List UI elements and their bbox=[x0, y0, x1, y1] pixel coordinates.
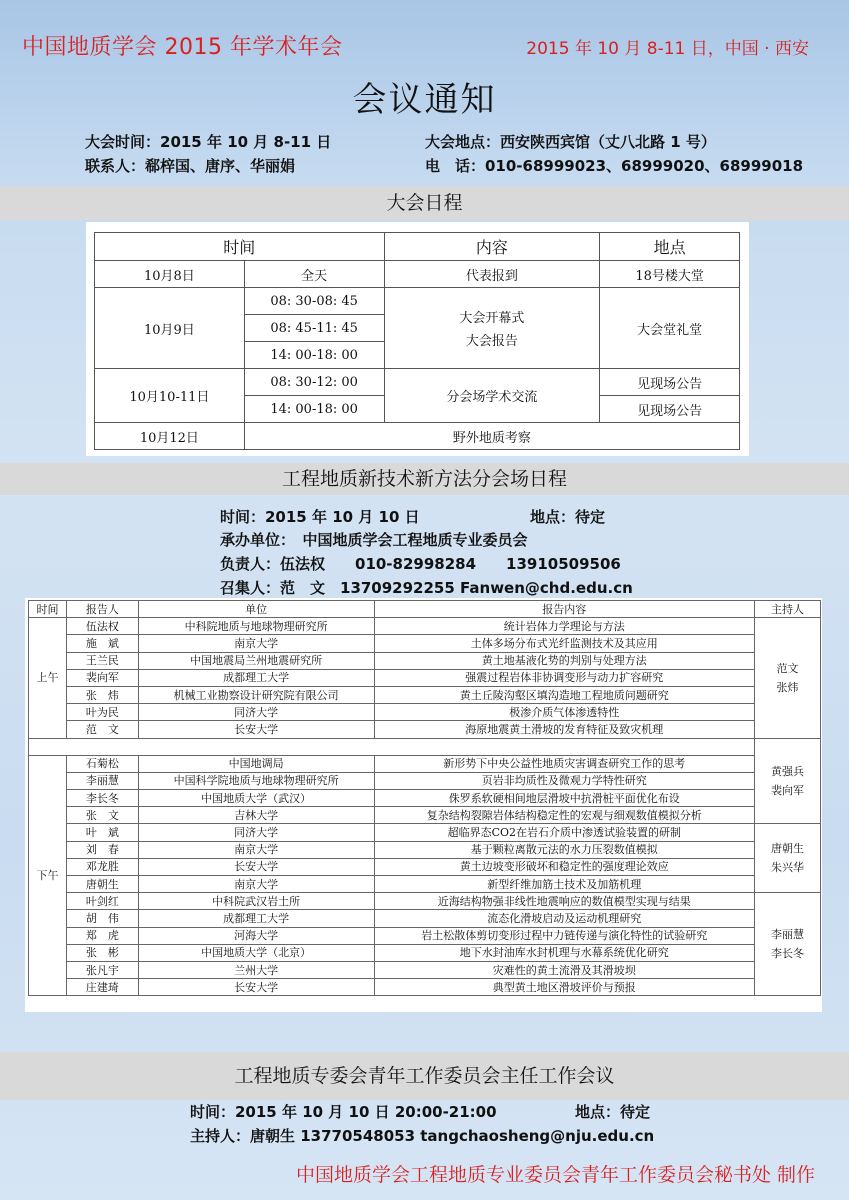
topic-cell: 灾难性的黄土流滑及其滑坡坝 bbox=[374, 961, 755, 978]
host-cell bbox=[755, 824, 821, 893]
affiliation-cell: 成都理工大学 bbox=[138, 669, 374, 686]
date-cell: 10月9日 bbox=[95, 288, 245, 369]
table-row bbox=[95, 261, 740, 288]
table-row bbox=[29, 807, 821, 824]
affiliation-cell: 长安大学 bbox=[138, 858, 374, 875]
topic-cell: 侏罗系软硬相间地层滑坡中抗滑桩平面优化布设 bbox=[374, 790, 755, 807]
date-cell: 10月10-11日 bbox=[95, 369, 245, 423]
host-name: 李丽慧 bbox=[771, 928, 805, 942]
table-row bbox=[29, 618, 821, 635]
col-speaker: 报告人 bbox=[66, 601, 138, 618]
session-time: 时间：2015 年 10 月 10 日 bbox=[220, 508, 420, 526]
session-convener: 召集人：范 文 13709292255 Fanwen@chd.edu.cn bbox=[220, 579, 633, 597]
affiliation-cell: 长安大学 bbox=[138, 721, 374, 738]
speaker-cell: 胡 伟 bbox=[66, 910, 138, 927]
time-cell: 08: 30-12: 00 bbox=[244, 369, 384, 396]
speaker-cell: 伍法权 bbox=[66, 618, 138, 635]
speaker-cell: 施 斌 bbox=[66, 635, 138, 652]
talk-header-row bbox=[29, 601, 821, 618]
session-title: 工程地质新技术新方法分会场日程 bbox=[281, 468, 567, 490]
talk-table bbox=[28, 600, 821, 996]
topic-cell: 新形势下中央公益性地质灾害调查研究工作的思考 bbox=[374, 755, 755, 772]
affiliation-cell: 中国地质大学（武汉） bbox=[138, 790, 374, 807]
affiliation-cell: 机械工业勘察设计研究院有限公司 bbox=[138, 686, 374, 703]
topic-cell: 黄土边坡变形破坏和稳定性的强度理论效应 bbox=[374, 858, 755, 875]
host-name: 朱兴华 bbox=[771, 861, 805, 875]
table-row bbox=[29, 686, 821, 703]
speaker-cell: 张 彬 bbox=[66, 944, 138, 961]
affiliation-cell: 中国地调局 bbox=[138, 755, 374, 772]
speaker-cell: 范 文 bbox=[66, 721, 138, 738]
talk-body bbox=[29, 618, 821, 996]
session-responsible: 负责人：伍法权 010-82998284 13910509506 bbox=[220, 555, 621, 573]
topic-cell: 强震过程岩体非协调变形与动力扩容研究 bbox=[374, 669, 755, 686]
speaker-cell: 叶剑红 bbox=[66, 893, 138, 910]
affiliation-cell: 同济大学 bbox=[138, 704, 374, 721]
speaker-cell: 叶为民 bbox=[66, 704, 138, 721]
schedule-table bbox=[94, 232, 740, 450]
affiliation-cell: 兰州大学 bbox=[138, 961, 374, 978]
separator-row bbox=[29, 738, 821, 755]
affiliation-cell: 南京大学 bbox=[138, 841, 374, 858]
topic-cell: 海原地震黄土滑坡的发育特征及致灾机理 bbox=[374, 721, 755, 738]
col-content: 内容 bbox=[384, 233, 600, 261]
contact-phone: 电 话：010-68999023、68999020、68999018 bbox=[425, 157, 804, 175]
topic-cell: 页岩非均质性及微观力学特性研究 bbox=[374, 772, 755, 789]
session-organizer: 承办单位： 中国地质学会工程地质专业委员会 bbox=[220, 531, 528, 549]
schedule-heading bbox=[0, 186, 849, 220]
content-line: 大会报告 bbox=[465, 334, 518, 349]
col-place: 地点 bbox=[600, 233, 740, 261]
host-cell bbox=[755, 893, 821, 996]
speaker-cell: 王兰民 bbox=[66, 652, 138, 669]
topic-cell: 黄土丘陵沟壑区填沟造地工程地质问题研究 bbox=[374, 686, 755, 703]
topic-cell: 超临界态CO2在岩石介质中渗透试验装置的研制 bbox=[374, 824, 755, 841]
youth-heading bbox=[0, 1052, 849, 1100]
producer-credit: 中国地质学会工程地质专业委员会青年工作委员会秘书处 制作 bbox=[295, 1164, 815, 1186]
table-row bbox=[29, 876, 821, 893]
col-time: 时间 bbox=[29, 601, 67, 618]
topic-cell: 岩土松散体剪切变形过程中力链传递与演化特性的试验研究 bbox=[374, 927, 755, 944]
session-heading bbox=[0, 463, 849, 495]
separator-cell bbox=[29, 738, 755, 755]
affiliation-cell: 长安大学 bbox=[138, 979, 374, 996]
content-cell: 分会场学术交流 bbox=[384, 369, 600, 423]
host-cell bbox=[755, 738, 821, 824]
host-name: 范文 bbox=[776, 661, 799, 675]
table-row bbox=[29, 927, 821, 944]
col-topic: 报告内容 bbox=[374, 601, 755, 618]
content-cell bbox=[384, 288, 600, 369]
table-row bbox=[95, 423, 740, 450]
youth-place: 地点：待定 bbox=[575, 1103, 651, 1121]
topic-cell: 新型纤维加筋土技术及加筋机理 bbox=[374, 876, 755, 893]
topic-cell: 土体多场分布式光纤监测技术及其应用 bbox=[374, 635, 755, 652]
date-location: 2015 年 10 月 8-11 日，中国 · 西安 bbox=[526, 39, 809, 59]
speaker-cell: 庄建琦 bbox=[66, 979, 138, 996]
meeting-time: 大会时间：2015 年 10 月 8-11 日 bbox=[85, 133, 332, 151]
period-cell: 下午 bbox=[29, 755, 67, 996]
table-row bbox=[29, 755, 821, 772]
date-cell: 10月12日 bbox=[95, 423, 245, 450]
contact-persons: 联系人：郗梓国、唐序、华丽娟 bbox=[85, 157, 296, 175]
affiliation-cell: 成都理工大学 bbox=[138, 910, 374, 927]
time-cell: 全天 bbox=[244, 261, 384, 288]
speaker-cell: 张凡宇 bbox=[66, 961, 138, 978]
affiliation-cell: 中科院地质与地球物理研究所 bbox=[138, 618, 374, 635]
speaker-cell: 刘 春 bbox=[66, 841, 138, 858]
speaker-cell: 李丽慧 bbox=[66, 772, 138, 789]
table-row bbox=[29, 772, 821, 789]
time-cell: 08: 45-11: 45 bbox=[244, 315, 384, 342]
table-row bbox=[29, 910, 821, 927]
topic-cell: 地下水封油库水封机理与水幕系统优化研究 bbox=[374, 944, 755, 961]
host-name: 李长冬 bbox=[771, 947, 805, 961]
topic-cell: 复杂结构裂隙岩体结构稳定性的宏观与细观数值模拟分析 bbox=[374, 807, 755, 824]
speaker-cell: 张 文 bbox=[66, 807, 138, 824]
topic-cell: 黄土地基液化势的判别与处理方法 bbox=[374, 652, 755, 669]
time-cell: 14: 00-18: 00 bbox=[244, 396, 384, 423]
col-host: 主持人 bbox=[755, 601, 821, 618]
table-row bbox=[29, 961, 821, 978]
header bbox=[0, 0, 849, 180]
table-row bbox=[29, 944, 821, 961]
table-row bbox=[29, 652, 821, 669]
topic-cell: 流态化滑坡启动及运动机理研究 bbox=[374, 910, 755, 927]
place-cell: 18号楼大堂 bbox=[600, 261, 740, 288]
affiliation-cell: 同济大学 bbox=[138, 824, 374, 841]
affiliation-cell: 中科院武汉岩土所 bbox=[138, 893, 374, 910]
speaker-cell: 李长冬 bbox=[66, 790, 138, 807]
speaker-cell: 邓龙胜 bbox=[66, 858, 138, 875]
topic-cell: 典型黄土地区滑坡评价与预报 bbox=[374, 979, 755, 996]
topic-cell: 近海结构物强非线性地震响应的数值模型实现与结果 bbox=[374, 893, 755, 910]
affiliation-cell: 中国地质大学（北京） bbox=[138, 944, 374, 961]
speaker-cell: 叶 斌 bbox=[66, 824, 138, 841]
table-row bbox=[29, 893, 821, 910]
affiliation-cell: 南京大学 bbox=[138, 635, 374, 652]
youth-host: 主持人：唐朝生 13770548053 tangchaosheng@nju.edu.cn bbox=[190, 1127, 655, 1145]
speaker-cell: 郑 虎 bbox=[66, 927, 138, 944]
affiliation-cell: 中国地震局兰州地震研究所 bbox=[138, 652, 374, 669]
topic-cell: 极渗介质气体渗透特性 bbox=[374, 704, 755, 721]
table-row bbox=[29, 704, 821, 721]
table-row bbox=[29, 979, 821, 996]
place-cell: 见现场公告 bbox=[600, 396, 740, 423]
content-line: 大会开幕式 bbox=[459, 311, 525, 326]
host-name: 张炜 bbox=[776, 680, 799, 694]
time-cell: 14: 00-18: 00 bbox=[244, 342, 384, 369]
place-cell: 见现场公告 bbox=[600, 369, 740, 396]
speaker-cell: 唐朝生 bbox=[66, 876, 138, 893]
content-cell: 野外地质考察 bbox=[244, 423, 739, 450]
col-time: 时间 bbox=[95, 233, 385, 261]
affiliation-cell: 河海大学 bbox=[138, 927, 374, 944]
table-row bbox=[29, 635, 821, 652]
table-row bbox=[29, 721, 821, 738]
table-row bbox=[29, 841, 821, 858]
table-row bbox=[29, 669, 821, 686]
schedule-header-row bbox=[95, 233, 740, 261]
topic-cell: 统计岩体力学理论与方法 bbox=[374, 618, 755, 635]
table-row bbox=[29, 824, 821, 841]
affiliation-cell: 吉林大学 bbox=[138, 807, 374, 824]
topic-cell: 基于颗粒离散元法的水力压裂数值模拟 bbox=[374, 841, 755, 858]
meeting-venue: 大会地点：西安陕西宾馆（丈八北路 1 号） bbox=[425, 133, 716, 151]
speaker-cell: 张 炜 bbox=[66, 686, 138, 703]
col-affiliation: 单位 bbox=[138, 601, 374, 618]
place-cell: 大会堂礼堂 bbox=[600, 288, 740, 369]
youth-title: 工程地质专委会青年工作委员会主任工作会议 bbox=[234, 1065, 615, 1087]
host-cell bbox=[755, 618, 821, 738]
host-name: 裴向军 bbox=[771, 783, 805, 797]
speaker-cell: 石菊松 bbox=[66, 755, 138, 772]
time-cell: 08: 30-08: 45 bbox=[244, 288, 384, 315]
content-cell: 代表报到 bbox=[384, 261, 600, 288]
date-cell: 10月8日 bbox=[95, 261, 245, 288]
table-row bbox=[95, 288, 740, 315]
session-place: 地点：待定 bbox=[530, 508, 606, 526]
youth-time: 时间：2015 年 10 月 10 日 20:00-21:00 bbox=[190, 1103, 497, 1121]
speaker-cell: 裴向军 bbox=[66, 669, 138, 686]
schedule-title: 大会日程 bbox=[386, 192, 463, 214]
host-name: 唐朝生 bbox=[771, 842, 805, 856]
table-row bbox=[29, 858, 821, 875]
affiliation-cell: 中国科学院地质与地球物理研究所 bbox=[138, 772, 374, 789]
affiliation-cell: 南京大学 bbox=[138, 876, 374, 893]
table-row bbox=[29, 790, 821, 807]
society-title: 中国地质学会 2015 年学术年会 bbox=[22, 35, 343, 60]
host-name: 黄强兵 bbox=[771, 764, 805, 778]
period-cell: 上午 bbox=[29, 618, 67, 738]
notice-title: 会议通知 bbox=[352, 80, 497, 120]
table-row bbox=[95, 369, 740, 396]
